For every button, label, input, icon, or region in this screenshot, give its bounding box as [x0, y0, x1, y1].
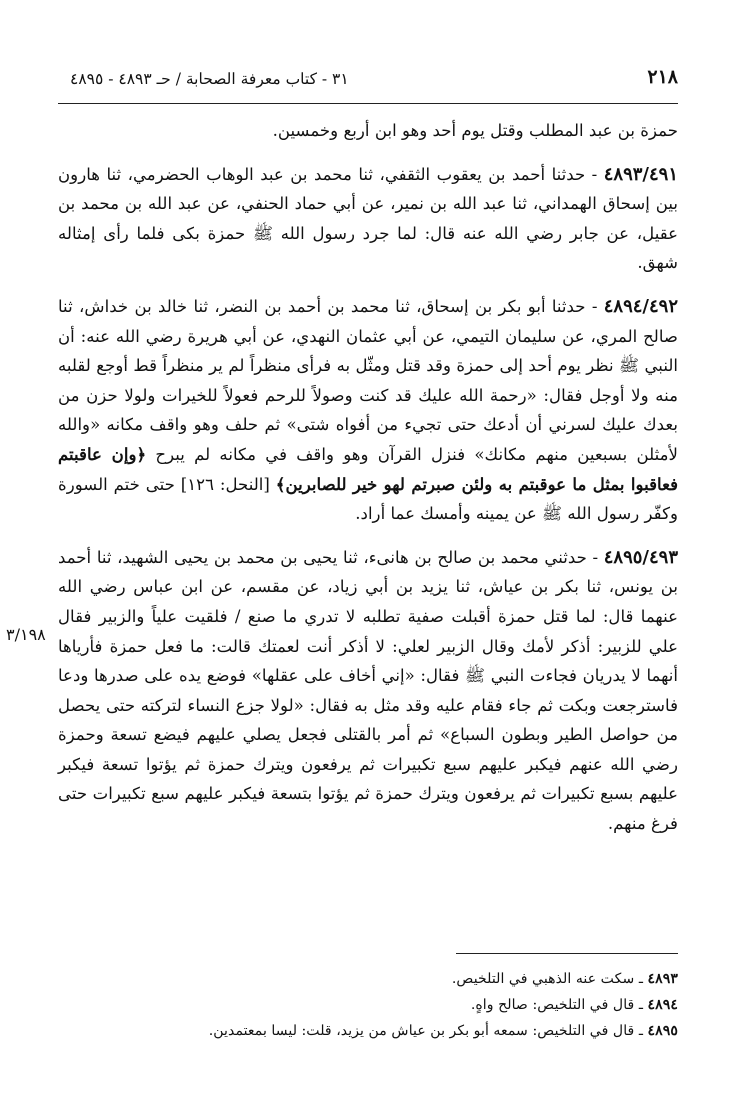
hadith-paragraph	[58, 160, 678, 278]
quran-verse: ﴿وإن عاقبتم فعاقبوا بمثل ما عوقبتم به ولئن صبرتم لهو خير للصابرين﴾	[58, 443, 679, 494]
footnote-number: ٤٨٩٣	[647, 971, 678, 987]
paragraph-text: حمزة بن عبد المطلب وقتل يوم أحد وهو ابن أربع وخمسين.	[272, 121, 678, 140]
hadith-text-after-verse: [النحل: ١٢٦] حتى ختم السورة وكفّر رسول الله ﷺ عن يمينه وأمسك عما أراد.	[58, 474, 678, 524]
footnote-text: ـ سكت عنه الذهبي في التلخيص.	[451, 971, 648, 987]
hadith-text: - حدثنا أحمد بن يعقوب الثقفي، ثنا محمد بن عبد الوهاب الحضرمي، ثنا هارون بين إسحاق الهمداني، ثنا عبد الله بن نمير، عن أبي حماد الحنفي، عن عبد الله بن محمد بن عقيل، عن جابر رضي الله عنه قال: لما جرد رسول الله ﷺ حمزة بكى فلما رأى إمثاله شهق.	[58, 164, 678, 273]
hadith-paragraph	[58, 543, 678, 839]
hadith-text: - حدثني محمد بن صالح بن هانىء، ثنا يحيى بن محمد بن يحيى الشهيد، ثنا أحمد بن يونس، ثنا بكر بن عياش، ثنا يزيد بن أبي زياد، عن مقسم، عن ابن عباس رضي الله عنهما قال: لما قتل حمزة أقبلت صفية تطلبه لا تدري ما صنع / فلقيت علياً والزبير فقال علي للزبير: أذكر لأمك وقال الزبير لعلي: لا أذكر أنت لعمتك قالت: ما فعل حمزة فأرياها أنهما لا يدريان فجاءت النبي ﷺ فقال: «إني أخاف على عقلها» فوضع يده على صدرها ودعا فاسترجعت وبكت ثم جاء فقام عليه وقد مثل به فقال: «لولا جزع النساء لتركته حتى يحصل من حواصل الطير وبطون السباع» ثم أمر بالقتلى فجعل يصلي عليهم فيضع تسعة وحمزة رضي الله عنهم فيكبر عليهم سبع تكبيرات ثم يرفعون ويترك حمزة ثم يؤتوا تسعة فيكبر عليهم بسبع تكبيرات ثم يرفعون ويترك حمزة ثم يؤتوا بتسعة فيكبر عليهم سبع تكبيرات حتى فرغ منهم.	[58, 547, 678, 834]
footnote-number: ٤٨٩٤	[647, 997, 678, 1013]
footnote-number: ٤٨٩٥	[647, 1023, 678, 1039]
footnote	[58, 992, 678, 1018]
hadith-number: ٤٨٩٤/٤٩٢	[603, 295, 678, 317]
footnote-separator	[456, 953, 678, 954]
hadith-paragraph	[58, 292, 678, 529]
page-number: ٢١٨	[647, 66, 678, 88]
hadith-text: - حدثنا أبو بكر بن إسحاق، ثنا محمد بن أحمد بن النضر، ثنا خالد بن خداش، ثنا صالح المري، عن سليمان التيمي، عن أبي عثمان النهدي، عن أبي هريرة رضي الله عنه: أن النبي ﷺ نظر يوم أحد إلى حمزة وقد قتل ومثّل به فرأى منظراً لم ير منظراً قط أوجع لقلبه منه ولا أوجل فقال: «رحمة الله عليك قد كنت وصولاً للرحم فعولاً للخيرات ولولا حزن من بعدك عليك لسرني أن أدعك حتى تجيء من أفواه شتى» ثم حلف وهو واقف مكانه «والله لأمثلن بسبعين منهم مكانك» فنزل القرآن وهو واقف في مكانه لم يبرح	[58, 296, 678, 464]
footnote-text: ـ قال في التلخيص: سمعه أبو بكر بن عياش من يزيد، قلت: ليسا بمعتمدين.	[208, 1023, 648, 1039]
hadith-number: ٤٨٩٥/٤٩٣	[603, 546, 678, 568]
header-rule	[58, 103, 678, 104]
footnote-text: ـ قال في التلخيص: صالح واهٍ.	[470, 997, 648, 1013]
hadith-number: ٤٨٩٣/٤٩١	[603, 163, 678, 185]
main-text	[58, 116, 678, 853]
running-head: ٣١ - كتاب معرفة الصحابة / حـ ٤٨٩٣ - ٤٨٩٥	[70, 70, 349, 88]
footnote	[58, 1018, 678, 1044]
margin-volume-page-note: ٣/١٩٨	[6, 625, 46, 644]
footnotes	[58, 966, 678, 1044]
paragraph-continuation	[58, 116, 678, 146]
page-header	[58, 66, 678, 106]
footnote	[58, 966, 678, 992]
